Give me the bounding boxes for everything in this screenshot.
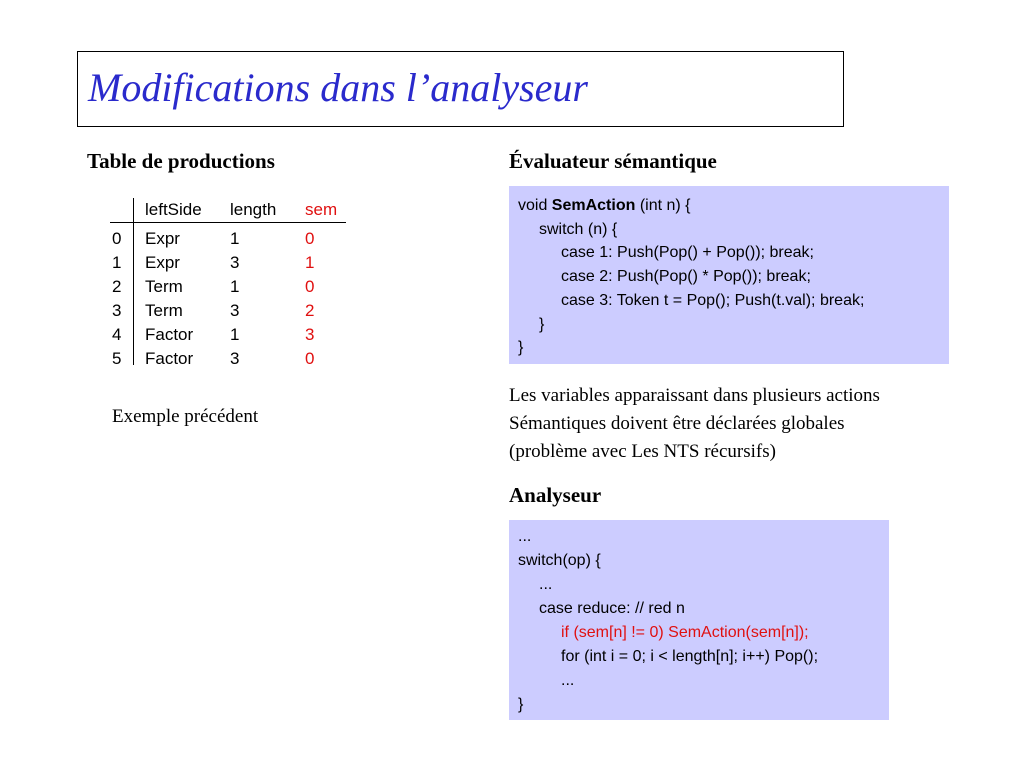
code-line: } [518,339,524,356]
note-line: Les variables apparaissant dans plusieurs actions [509,385,880,406]
code-line: } [518,696,524,713]
code-line [518,194,691,218]
table-vertical-divider [133,198,134,365]
evaluator-note [509,382,880,466]
code-function-name: SemAction [551,197,636,214]
row-sem: 2 [305,301,315,320]
code-line: } [539,316,545,333]
code-line: for (int i = 0; i < length[n]; i++) Pop(); [561,648,819,665]
row-index: 5 [112,349,122,368]
code-line: switch (n) { [539,221,618,238]
row-sem: 3 [305,325,315,344]
note-line: Sémantiques doivent être déclarées globales [509,413,845,434]
table-caption: Exemple précédent [112,406,259,427]
row-length: 3 [230,253,240,272]
row-index: 3 [112,301,122,320]
row-sem: 1 [305,253,315,272]
header-length: length [230,200,277,219]
header-sem: sem [305,200,338,219]
code-line: switch(op) { [518,552,601,569]
code-line: ... [539,576,553,593]
code-line: ... [561,672,575,689]
row-index: 0 [112,229,122,248]
row-leftside: Expr [145,229,180,248]
header-leftside: leftSide [145,200,202,219]
row-sem: 0 [305,277,315,296]
row-length: 3 [230,349,240,368]
code-line: ... [518,528,532,545]
row-sem: 0 [305,229,315,248]
row-index: 2 [112,277,122,296]
code-line: case 3: Token t = Pop(); Push(t.val); break; [561,292,865,309]
code-line: case reduce: // red n [539,600,685,617]
parser-code-block [509,520,889,720]
row-sem: 0 [305,349,315,368]
row-index: 4 [112,325,122,344]
evaluator-code-block [509,186,949,364]
code-line-highlight: if (sem[n] != 0) SemAction(sem[n]); [561,624,809,641]
evaluator-heading: Évaluateur sémantique [509,149,717,173]
note-line: (problème avec Les NTS récursifs) [509,441,776,462]
row-leftside: Expr [145,253,180,272]
parser-heading: Analyseur [509,483,602,507]
row-length: 3 [230,301,240,320]
code-params: (int n) { [635,197,691,214]
code-line: case 1: Push(Pop() + Pop()); break; [561,244,814,261]
row-leftside: Term [145,301,183,320]
row-leftside: Factor [145,349,194,368]
row-leftside: Factor [145,325,194,344]
row-length: 1 [230,277,240,296]
code-keyword: void [518,197,552,214]
row-leftside: Term [145,277,183,296]
row-length: 1 [230,229,240,248]
row-index: 1 [112,253,122,272]
table-heading: Table de productions [87,149,275,173]
table-horizontal-divider [110,222,346,223]
code-line: case 2: Push(Pop() * Pop()); break; [561,268,811,285]
row-length: 1 [230,325,240,344]
slide-title: Modifications dans l’analyseur [88,65,588,110]
title-box [77,51,844,127]
